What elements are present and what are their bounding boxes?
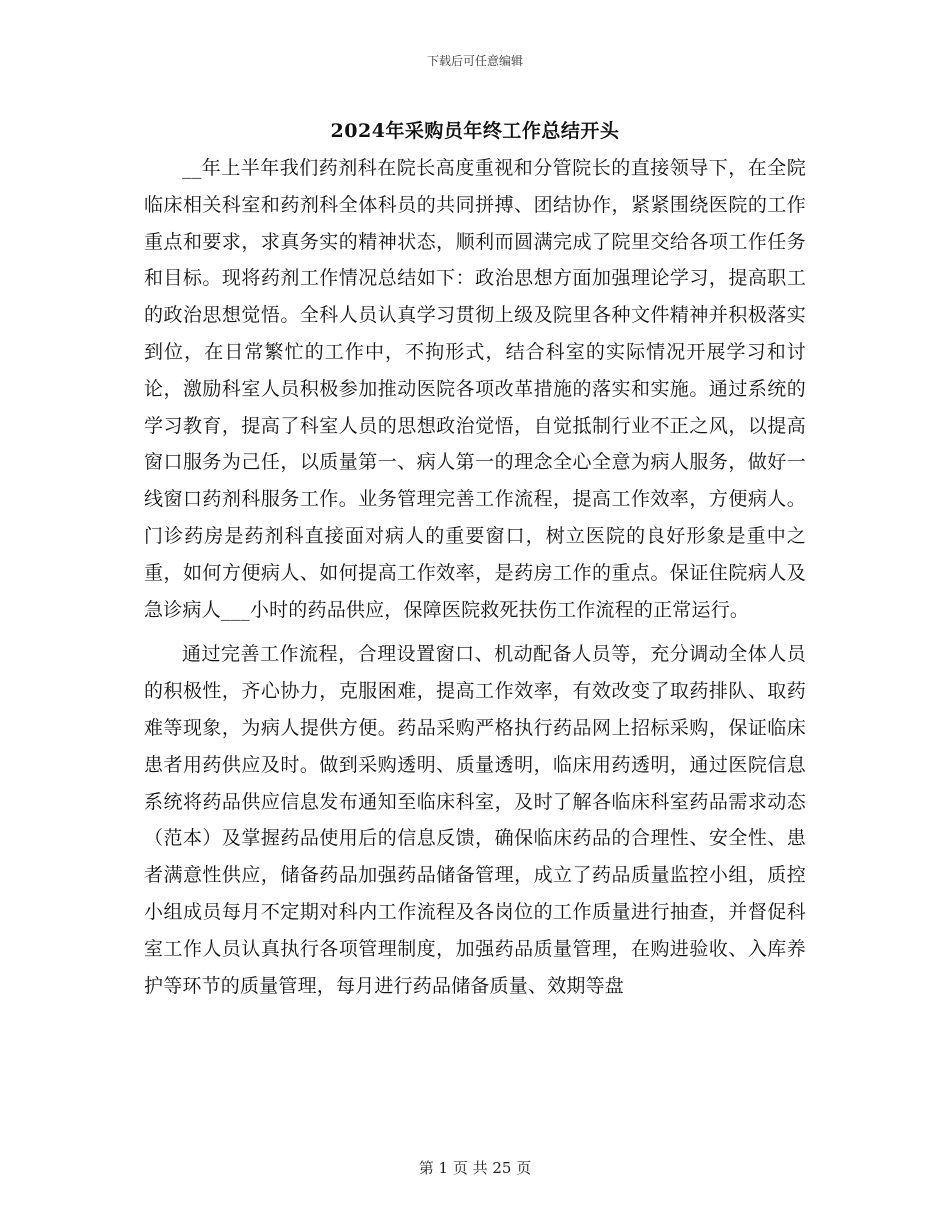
document-title: 2024年采购员年终工作总结开头 <box>330 120 620 142</box>
document-body <box>144 150 806 1004</box>
body-paragraph-2: 通过完善工作流程，合理设置窗口、机动配备人员等，充分调动全体人员的积极性，齐心协力，克服困难，提高工作效率，有效改变了取药排队、取药难等现象，为病人提供方便。药品采购严格执行药品网上招标采购，保证临床患者用药供应及时。做到采购透明、质量透明，临床用药透明，通过医院信息系统将药品供应信息发布通知至临床科室，及时了解各临床科室药品需求动态（范本）及掌握药品使用后的信息反馈，确保临床药品的合理性、安全性、患者满意性供应，储备药品加强药品储备管理，成立了药品质量监控小组，质控小组成员每月不定期对科内工作流程及各岗位的工作质量进行抽查，并督促科室工作人员认真执行各项管理制度，加强药品质量管理，在购进验收、入库养护等环节的质量管理，每月进行药品储备质量、效期等盘 <box>144 643 806 997</box>
page-number-footer: 第 1 页 共 25 页 <box>418 1159 532 1177</box>
body-paragraph-1: __年上半年我们药剂科在院长高度重视和分管院长的直接领导下，在全院临床相关科室和药剂科全体科员的共同拼搏、团结协作，紧紧围绕医院的工作重点和要求，求真务实的精神状态，顺利而圆满完成了院里交给各项工作任务和目标。现将药剂工作情况总结如下：政治思想方面加强理论学习，提高职工的政治思想觉悟。全科人员认真学习贯彻上级及院里各种文件精神并积极落实到位，在日常繁忙的工作中，不拘形式，结合科室的实际情况开展学习和讨论，激励科室人员积极参加推动医院各项改革措施的落实和实施。通过系统的学习教育，提高了科室人员的思想政治觉悟，自觉抵制行业不正之风，以提高窗口服务为己任，以质量第一、病人第一的理念全心全意为病人服务，做好一线窗口药剂科服务工作。业务管理完善工作流程，提高工作效率，方便病人。门诊药房是药剂科直接面对病人的重要窗口，树立医院的良好形象是重中之重，如何方便病人、如何提高工作效率，是药房工作的重点。保证住院病人及急诊病人___小时的药品供应，保障医院救死扶伤工作流程的正常运行。 <box>144 157 806 621</box>
page-header-note: 下载后可任意编辑 <box>426 54 523 68</box>
